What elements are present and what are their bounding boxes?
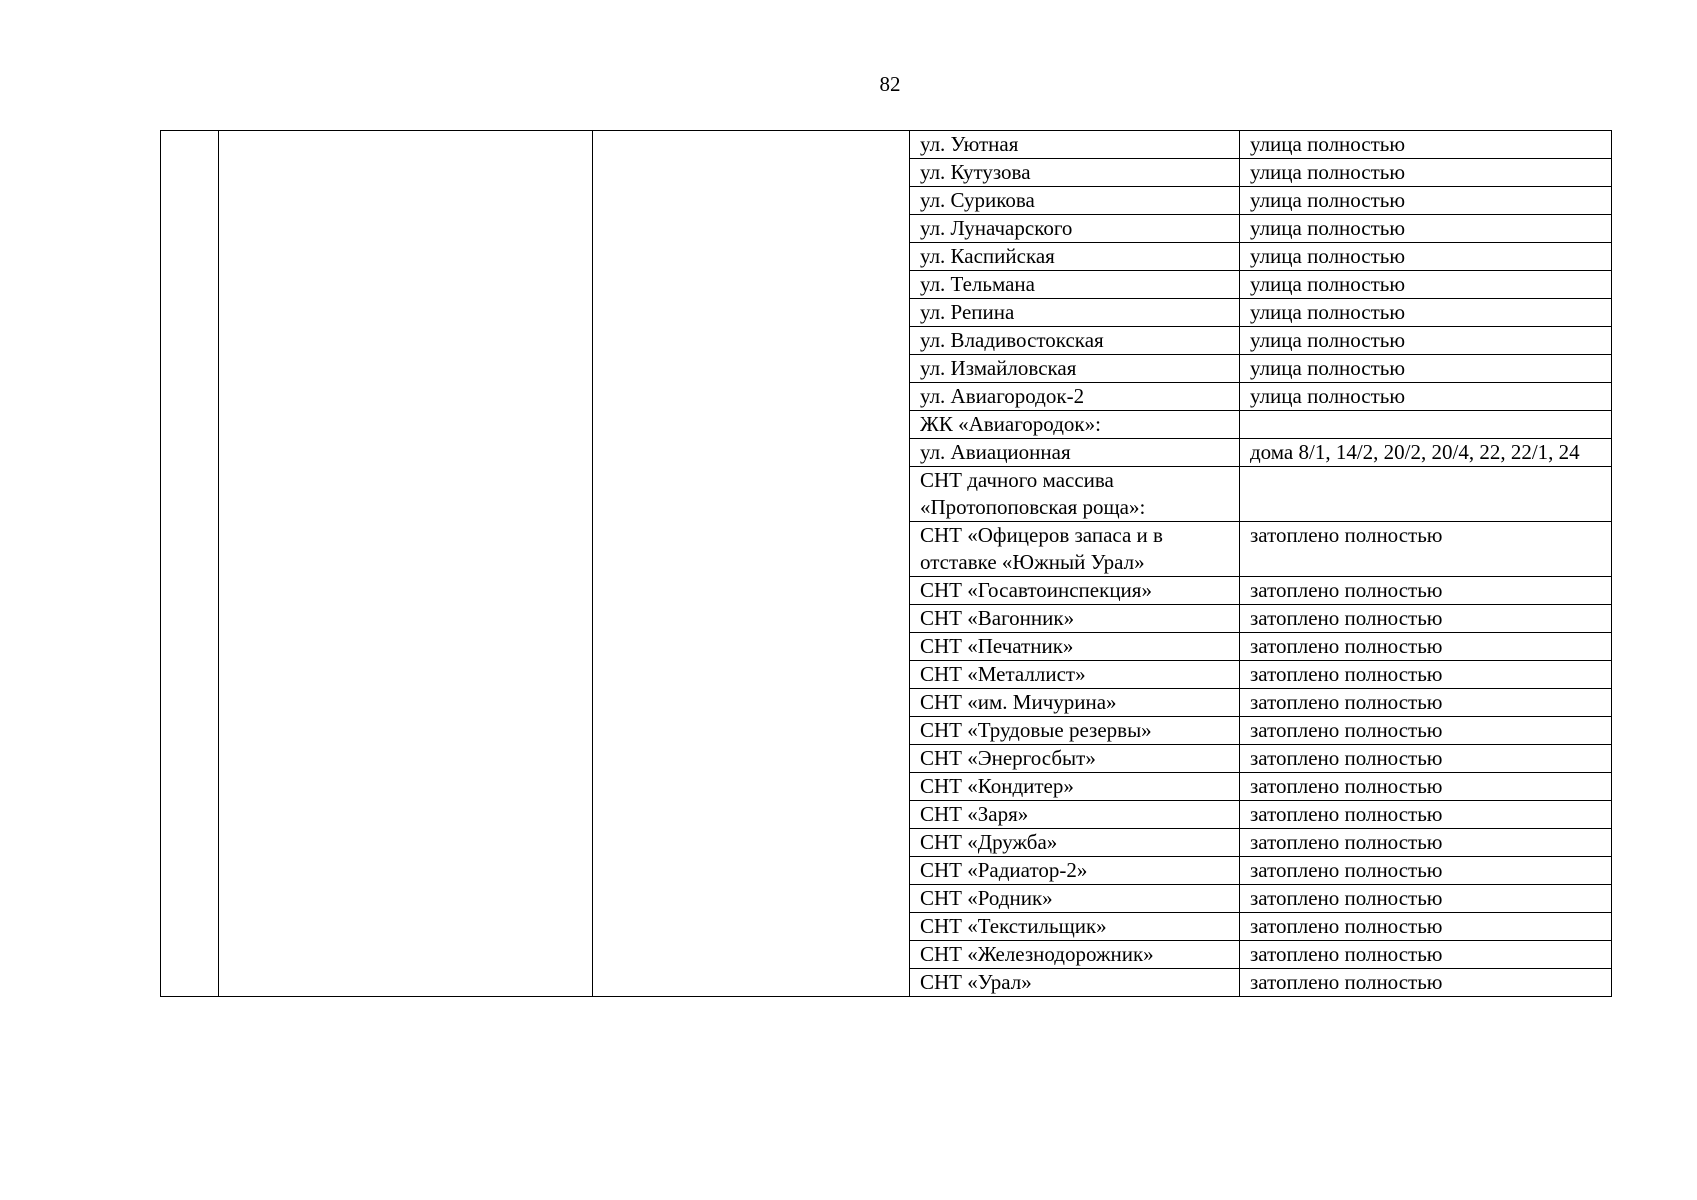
- address-cell: ул. Репина: [910, 299, 1240, 327]
- status-cell: улица полностью: [1240, 299, 1612, 327]
- address-cell: СНТ «Урал»: [910, 969, 1240, 997]
- address-cell: СНТ дачного массива «Протопоповская роща»:: [910, 467, 1240, 522]
- address-cell: ул. Уютная: [910, 131, 1240, 159]
- status-cell: улица полностью: [1240, 131, 1612, 159]
- table-body: [161, 131, 1612, 997]
- address-cell: ЖК «Авиагородок»:: [910, 411, 1240, 439]
- status-cell: улица полностью: [1240, 159, 1612, 187]
- address-cell: СНТ «Заря»: [910, 801, 1240, 829]
- address-cell: СНТ «Госавтоинспекция»: [910, 577, 1240, 605]
- status-cell: [1240, 411, 1612, 439]
- status-cell: улица полностью: [1240, 383, 1612, 411]
- locality-cell: [219, 131, 593, 997]
- status-cell: затоплено полностью: [1240, 661, 1612, 689]
- address-cell: СНТ «Радиатор-2»: [910, 857, 1240, 885]
- flood-zone-table: [160, 130, 1612, 997]
- page-number: 82: [879, 72, 901, 96]
- status-cell: улица полностью: [1240, 271, 1612, 299]
- status-cell: затоплено полностью: [1240, 969, 1612, 997]
- index-cell: [161, 131, 219, 997]
- status-cell: затоплено полностью: [1240, 633, 1612, 661]
- address-cell: ул. Измайловская: [910, 355, 1240, 383]
- status-cell: затоплено полностью: [1240, 829, 1612, 857]
- status-cell: затоплено полностью: [1240, 801, 1612, 829]
- status-cell: затоплено полностью: [1240, 773, 1612, 801]
- status-cell: затоплено полностью: [1240, 522, 1612, 577]
- address-cell: ул. Тельмана: [910, 271, 1240, 299]
- status-cell: дома 8/1, 14/2, 20/2, 20/4, 22, 22/1, 24: [1240, 439, 1612, 467]
- status-cell: затоплено полностью: [1240, 913, 1612, 941]
- address-cell: ул. Луначарского: [910, 215, 1240, 243]
- status-cell: улица полностью: [1240, 187, 1612, 215]
- address-cell: ул. Авиационная: [910, 439, 1240, 467]
- address-cell: СНТ «Офицеров запаса и в отставке «Южный Урал»: [910, 522, 1240, 577]
- status-cell: затоплено полностью: [1240, 689, 1612, 717]
- status-cell: затоплено полностью: [1240, 745, 1612, 773]
- status-cell: затоплено полностью: [1240, 605, 1612, 633]
- status-cell: [1240, 467, 1612, 522]
- address-cell: ул. Авиагородок-2: [910, 383, 1240, 411]
- status-cell: улица полностью: [1240, 243, 1612, 271]
- address-cell: ул. Кутузова: [910, 159, 1240, 187]
- table-row: [161, 131, 1612, 159]
- status-cell: улица полностью: [1240, 327, 1612, 355]
- status-cell: затоплено полностью: [1240, 885, 1612, 913]
- address-cell: СНТ «Вагонник»: [910, 605, 1240, 633]
- address-cell: СНТ «Кондитер»: [910, 773, 1240, 801]
- address-cell: СНТ «Металлист»: [910, 661, 1240, 689]
- address-cell: СНТ «Железнодорожник»: [910, 941, 1240, 969]
- status-cell: затоплено полностью: [1240, 577, 1612, 605]
- address-cell: СНТ «Дружба»: [910, 829, 1240, 857]
- status-cell: затоплено полностью: [1240, 857, 1612, 885]
- address-cell: ул. Владивостокская: [910, 327, 1240, 355]
- status-cell: улица полностью: [1240, 355, 1612, 383]
- status-cell: улица полностью: [1240, 215, 1612, 243]
- address-cell: СНТ «Трудовые резервы»: [910, 717, 1240, 745]
- status-cell: затоплено полностью: [1240, 941, 1612, 969]
- status-cell: затоплено полностью: [1240, 717, 1612, 745]
- address-cell: СНТ «Энергосбыт»: [910, 745, 1240, 773]
- address-cell: ул. Каспийская: [910, 243, 1240, 271]
- address-cell: СНТ «Печатник»: [910, 633, 1240, 661]
- address-cell: СНТ «им. Мичурина»: [910, 689, 1240, 717]
- address-cell: СНТ «Родник»: [910, 885, 1240, 913]
- address-cell: СНТ «Текстильщик»: [910, 913, 1240, 941]
- zone-cell: [593, 131, 910, 997]
- address-cell: ул. Сурикова: [910, 187, 1240, 215]
